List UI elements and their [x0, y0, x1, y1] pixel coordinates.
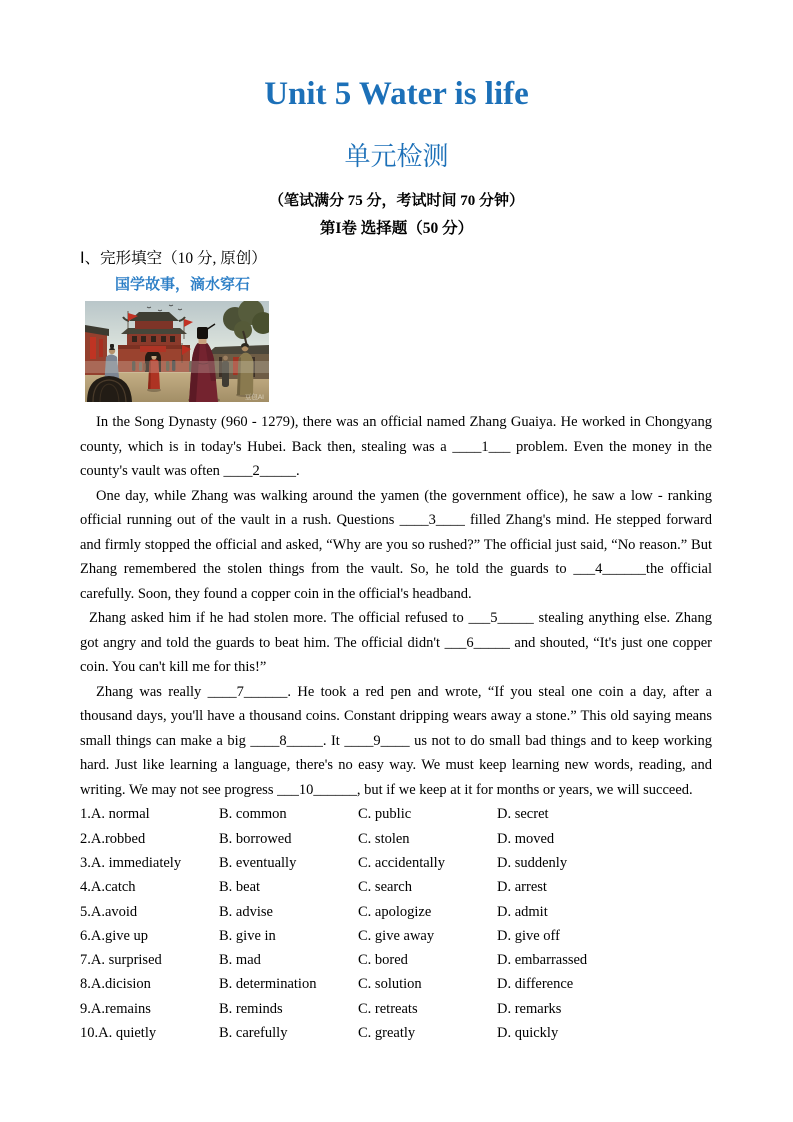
passage-paragraph-3: Zhang asked him if he had stolen more. The official refused to ___5_____ stealing anything else. Zhang got angry and told the guards to beat him. The official didn't ___6_____ and shouted, “It's just one copper coin. You can't kill me for this!”	[80, 610, 712, 676]
option-row	[80, 924, 793, 948]
option-c: C. public	[358, 806, 412, 823]
option-b: B. common	[219, 806, 287, 823]
option-d: D. admit	[497, 903, 548, 920]
part-heading: 第I卷 选择题（50 分）	[319, 220, 474, 238]
option-c: C. accidentally	[358, 854, 445, 871]
option-d: D. secret	[497, 806, 549, 823]
option-a: 8.A.dicision	[80, 976, 151, 993]
option-c: C. retreats	[358, 1000, 418, 1017]
illustration-caption: 国学故事，滴水穿石	[115, 277, 251, 294]
option-c: C. bored	[358, 952, 408, 969]
option-row	[80, 900, 793, 924]
option-b: B. eventually	[219, 854, 297, 871]
option-d: D. give off	[497, 927, 560, 944]
option-a: 2.A.robbed	[80, 830, 146, 847]
option-b: B. borrowed	[219, 830, 292, 847]
option-c: C. stolen	[358, 830, 410, 847]
passage-paragraph-4: Zhang was really ____7______. He took a red pen and wrote, “If you steal one coin a day, after a thousand days, you'll have a thousand coins. Constant dripping wears away a stone.” This old saying means small things can make a big ____8_____. It ____9____ us not to do small bad things and to keep working hard. Just like learning a language, there's no easy way. We must keep learning new words, reading, and writing. We may not see progress ___10______, but if we keep at it for months or years, we will succeed.	[80, 683, 712, 798]
option-row	[80, 851, 793, 875]
option-d: D. remarks	[497, 1000, 562, 1017]
option-b: B. advise	[219, 903, 273, 920]
options-list	[80, 802, 793, 1045]
cloze-illustration	[85, 301, 269, 402]
cloze-passage	[80, 410, 712, 802]
option-d: D. quickly	[497, 1025, 559, 1042]
haze	[85, 361, 269, 373]
option-d: D. suddenly	[497, 854, 568, 871]
watermark-text: 豆包AI	[244, 394, 264, 402]
illustration-image	[85, 301, 269, 402]
option-row	[80, 948, 793, 972]
option-a: 7.A. surprised	[80, 952, 162, 969]
option-d: D. difference	[497, 976, 574, 993]
option-b: B. carefully	[219, 1025, 288, 1042]
option-a: 4.A.catch	[80, 879, 136, 896]
option-row	[80, 972, 793, 996]
option-c: C. apologize	[358, 903, 432, 920]
option-b: B. determination	[219, 976, 317, 993]
option-a: 5.A.avoid	[80, 903, 138, 920]
option-b: B. give in	[219, 927, 276, 944]
passage-paragraph-2: One day, while Zhang was walking around the yamen (the government office), he saw a low - ranking official running out of the vault in a rush. Questions ____3____ filled Zhang's mind. He stepped forward and firmly stopped the official and asked, “Why are you so rushed?” The official just said, “No reason.” But Zhang remembered the stolen things from the vault. So, he told the guards to ___4______the official carefully. Soon, they found a copper coin in the official's headband.	[80, 487, 712, 602]
option-b: B. reminds	[219, 1000, 283, 1017]
option-a: 3.A. immediately	[80, 854, 182, 871]
option-c: C. give away	[358, 927, 435, 944]
option-c: C. solution	[358, 976, 422, 993]
option-c: C. greatly	[358, 1025, 416, 1042]
option-d: D. embarrassed	[497, 952, 588, 969]
option-a: 1.A. normal	[80, 806, 150, 823]
page-subtitle: 单元检测	[344, 141, 449, 171]
option-d: D. moved	[497, 830, 555, 847]
option-row	[80, 875, 793, 899]
option-c: C. search	[358, 879, 412, 896]
exam-info: （笔试满分 75 分，考试时间 70 分钟）	[268, 192, 524, 209]
option-d: D. arrest	[497, 879, 547, 896]
option-b: B. mad	[219, 952, 261, 969]
option-a: 9.A.remains	[80, 1000, 151, 1017]
option-row	[80, 1021, 793, 1045]
passage-paragraph-1: In the Song Dynasty (960 - 1279), there was an official named Zhang Guaiya. He worked in Chongyang county, which is in today's Hubei. Back then, stealing was a ____1___ problem. Even the money in the county's vault was often ____2_____.	[80, 414, 712, 480]
option-row	[80, 827, 793, 851]
option-row	[80, 997, 793, 1021]
page-title: Unit 5 Water is life	[264, 76, 529, 112]
option-a: 10.A. quietly	[80, 1025, 157, 1042]
section-heading: Ⅰ、完形填空（10 分, 原创）	[80, 250, 267, 268]
option-row	[80, 802, 793, 826]
option-a: 6.A.give up	[80, 927, 149, 944]
option-b: B. beat	[219, 879, 261, 896]
